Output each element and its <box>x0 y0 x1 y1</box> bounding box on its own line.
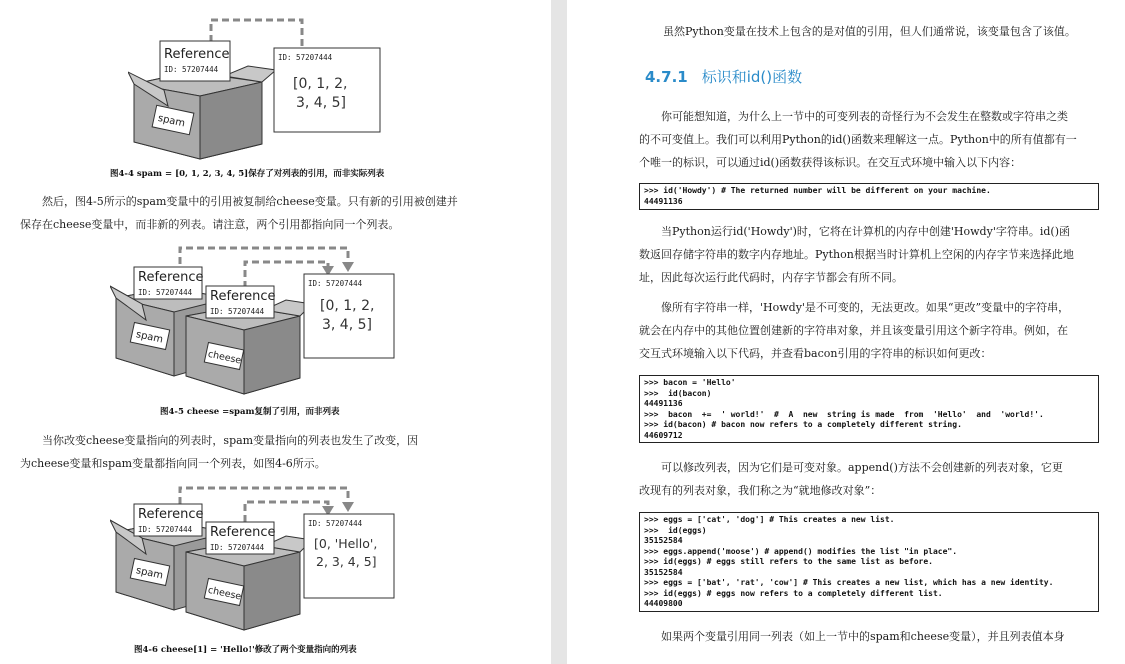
variable-name-label: cheese <box>206 348 243 367</box>
right-paragraph-3 <box>639 296 1069 365</box>
list-value-line1: [0, 'Hello', <box>314 536 378 551</box>
reference-label: Reference <box>210 289 276 304</box>
text-line: 可以修改列表，因为它们是可变对象。append()方法不会创建新的列表对象，它更 <box>661 461 1063 474</box>
list-value-line1: [0, 1, 2, <box>293 76 348 92</box>
section-title: 标识和id()函数 <box>701 68 803 86</box>
code-line: >>> id(bacon) <box>644 388 712 398</box>
code-line: 44491136 <box>644 399 683 408</box>
reference-id: ID: 57207444 <box>164 65 219 74</box>
code-block-2 <box>639 375 1099 443</box>
figure-4-4-illustration <box>128 14 398 164</box>
text-line: 像所有字符串一样，'Howdy'是不可变的，无法更改。如果“更改”变量中的字符串， <box>661 301 1070 314</box>
variable-name-label: spam <box>156 112 186 130</box>
figure-4-5-caption: 图4-5 cheese =spam复制了引用，而非列表 <box>160 407 340 417</box>
figure-4-5 <box>110 240 400 400</box>
list-value-line2: 2, 3, 4, 5] <box>316 554 377 569</box>
text-line: 为cheese变量和spam变量都指向同一个列表，如图4-6所示。 <box>20 457 326 470</box>
left-paragraph-1 <box>20 190 458 236</box>
text-line: 就会在内存中的其他位置创建新的字符串对象，并且该变量引用这个新字符串。例如，在 <box>639 324 1068 337</box>
list-value-line2: 3, 4, 5] <box>296 95 346 111</box>
right-paragraph-4 <box>639 456 1063 502</box>
text-line: 址，因此每次运行此代码时，内存字节都会有所不同。 <box>639 271 903 284</box>
variable-name-label: spam <box>134 565 164 582</box>
code-line: >>> eggs = ['cat', 'dog'] # This creates a new list. <box>644 515 895 524</box>
variable-name-label: spam <box>134 329 164 346</box>
code-block-3 <box>639 512 1099 612</box>
left-page <box>0 0 551 664</box>
figure-4-6-caption: 图4-6 cheese[1] = 'Hello!'修改了两个变量指向的列表 <box>134 645 357 655</box>
text-line: 保存在cheese变量中，而非新的列表。请注意，两个引用都指向同一个列表。 <box>20 218 400 231</box>
right-paragraph-5 <box>639 625 1065 648</box>
text-line: 数返回存储字符串的数字内存地址。Python根据当时计算机上空闲的内存字节来选择此地 <box>639 248 1074 261</box>
text-line: 的不可变值上。我们可以利用Python的id()函数来理解这一点。Python中的所有值都有一 <box>639 133 1077 146</box>
figure-4-4 <box>128 14 398 164</box>
reference-label: Reference <box>164 47 230 62</box>
figure-4-6-illustration <box>110 480 400 635</box>
figure-4-6 <box>110 480 400 635</box>
list-id: ID: 57207444 <box>278 53 333 62</box>
reference-label: Reference <box>138 507 204 522</box>
reference-id: ID: 57207444 <box>210 307 265 316</box>
arrow-head-icon <box>342 262 354 272</box>
text-line: 当Python运行id('Howdy')时，它将在计算机的内存中创建'Howdy'字符串。id()函 <box>661 225 1070 238</box>
code-line: 44609712 <box>644 430 683 440</box>
code-line: >>> eggs = ['bat', 'rat', 'cow'] # This creates a new list, which has a new identity. <box>644 578 1054 587</box>
code-line: >>> bacon += ' world!' # A new string is made from 'Hello' and 'world!'. <box>644 409 1044 419</box>
reference-label: Reference <box>210 525 276 540</box>
code-line: 44409800 <box>644 599 683 608</box>
list-id: ID: 57207444 <box>308 279 363 288</box>
list-value-line2: 3, 4, 5] <box>322 317 372 333</box>
reference-id: ID: 57207444 <box>138 525 193 534</box>
code-line: >>> id('Howdy') # The returned number will be different on your machine. <box>644 186 991 195</box>
section-heading <box>645 66 802 87</box>
text-line: 如果两个变量引用同一列表（如上一节中的spam和cheese变量），并且列表值本身 <box>661 630 1065 643</box>
variable-name-label: cheese <box>206 584 243 603</box>
right-paragraph-1 <box>639 105 1077 174</box>
text-line: 交互式环境输入以下代码，并查看bacon引用的字符串的标识如何更改： <box>639 347 992 360</box>
code-line: 35152584 <box>644 536 683 545</box>
right-page <box>567 0 1125 664</box>
right-paragraph-2 <box>639 220 1074 289</box>
list-value-line1: [0, 1, 2, <box>320 298 375 314</box>
figure-4-5-illustration <box>110 240 400 400</box>
text-line: 虽然Python变量在技术上包含的是对值的引用，但人们通常说，该变量包含了该值。 <box>663 25 1076 38</box>
code-line: >>> id(eggs) # eggs still refers to the same list as before. <box>644 557 933 566</box>
text-line: 个唯一的标识，可以通过id()函数获得该标识。在交互式环境中输入以下内容： <box>639 156 1022 169</box>
code-block-1 <box>639 183 1099 210</box>
code-line: >>> bacon = 'Hello' <box>644 378 736 387</box>
text-line: 你可能想知道，为什么上一节中的可变列表的奇怪行为不会发生在整数或字符串之类 <box>661 110 1068 123</box>
reference-label: Reference <box>138 270 204 285</box>
text-line: 改现有的列表对象，我们称之为“就地修改对象”： <box>639 484 882 497</box>
code-line: >>> eggs.append('moose') # append() modifies the list "in place". <box>644 546 958 556</box>
reference-id: ID: 57207444 <box>210 543 265 552</box>
list-id: ID: 57207444 <box>308 519 363 528</box>
top-line <box>663 20 1076 43</box>
text-line: 当你改变cheese变量指向的列表时，spam变量指向的列表也发生了改变，因 <box>42 434 419 447</box>
code-line: >>> id(bacon) # bacon now refers to a completely different string. <box>644 420 962 429</box>
section-number: 4.7.1 <box>645 68 688 86</box>
code-line: 44491136 <box>644 196 683 206</box>
code-line: >>> id(eggs) <box>644 525 707 535</box>
arrow-head-icon <box>342 502 354 512</box>
reference-id: ID: 57207444 <box>138 288 193 297</box>
text-line: 然后，图4-5所示的spam变量中的引用被复制给cheese变量。只有新的引用被创建并 <box>42 195 458 208</box>
figure-4-4-caption: 图4-4 spam = [0, 1, 2, 3, 4, 5]保存了对列表的引用，而非实际列表 <box>110 169 385 179</box>
code-line: >>> id(eggs) # eggs now refers to a completely different list. <box>644 588 943 598</box>
left-paragraph-2 <box>20 429 418 475</box>
code-line: 35152584 <box>644 567 683 577</box>
